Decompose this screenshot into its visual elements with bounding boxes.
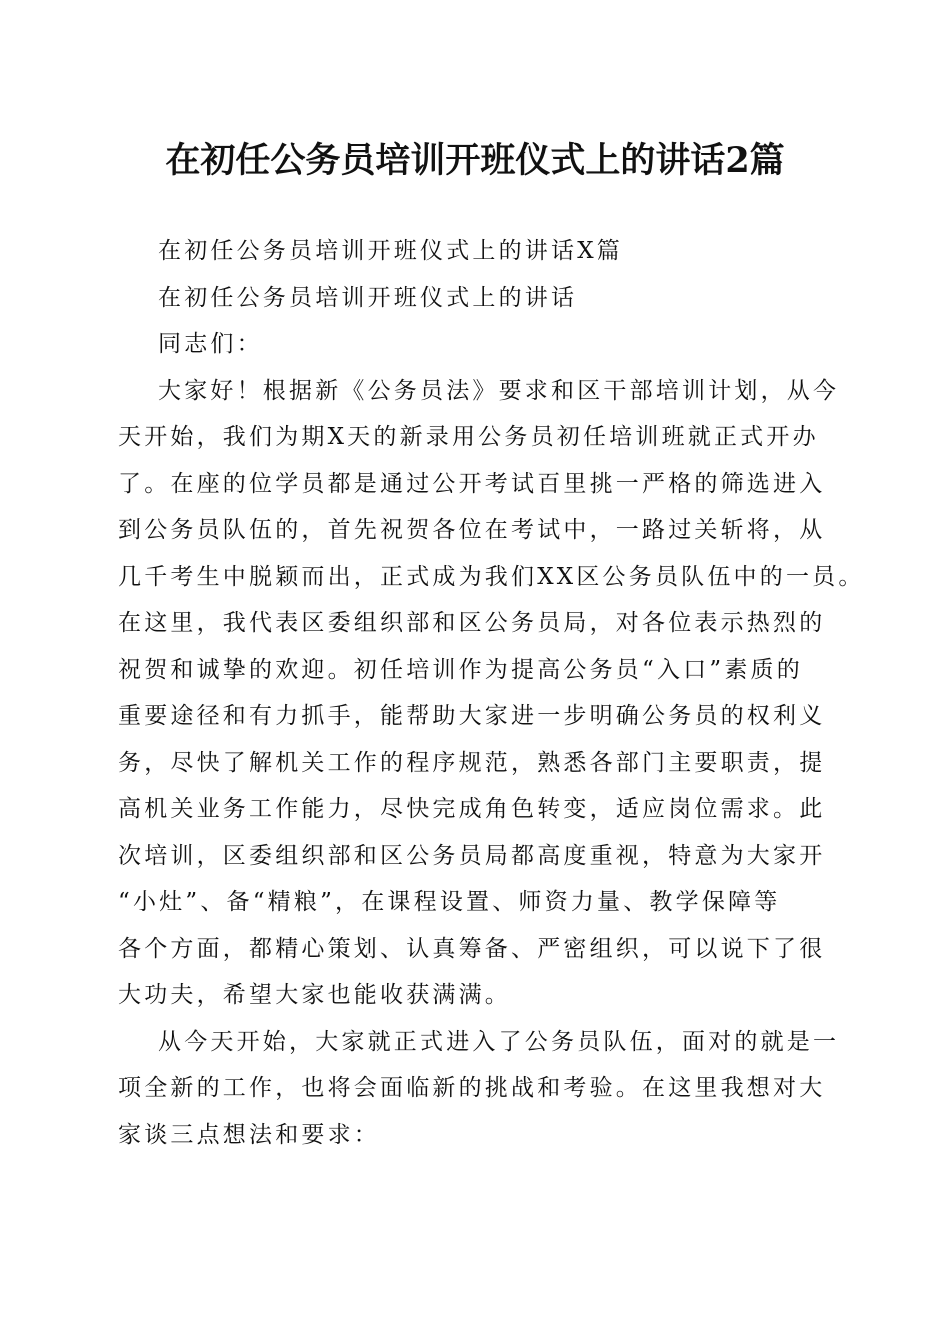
- body-line: 在初任公务员培训开班仪式上的讲话X篇: [158, 238, 623, 264]
- body-line: 同志们：: [158, 331, 263, 357]
- body-line: 家谈三点想法和要求：: [118, 1121, 380, 1148]
- body-line: 大家好！根据新《公务员法》要求和区干部培训计划，从今: [158, 377, 840, 404]
- body-line: 高机关业务工作能力，尽快完成角色转变，适应岗位需求。此: [118, 796, 826, 822]
- body-line: 祝贺和诚挚的欢迎。初任培训作为提高公务员“入口”素质的: [118, 656, 803, 683]
- body-line: 各个方面，都精心策划、认真筹备、严密组织，可以说下了很: [118, 935, 826, 962]
- body-line: 次培训，区委组织部和区公务员局都高度重视，特意为大家开: [118, 842, 826, 869]
- body-line: 大功夫，希望大家也能收获满满。: [118, 982, 511, 1008]
- body-line: “小灶”、备“精粮”，在课程设置、师资力量、教学保障等: [118, 889, 781, 915]
- body-line: 了。在座的位学员都是通过公开考试百里挑一严格的筛选进入: [118, 470, 826, 497]
- body-line: 重要途径和有力抓手，能帮助大家进一步明确公务员的权利义: [118, 703, 826, 729]
- body-line: 几千考生中脱颖而出，正式成为我们XX区公务员队伍中的一员。: [118, 563, 865, 590]
- body-line: 天开始，我们为期X天的新录用公务员初任培训班就正式开办: [118, 424, 819, 450]
- body-line: 务，尽快了解机关工作的程序规范，熟悉各部门主要职责，提: [118, 749, 826, 776]
- body-line: 项全新的工作，也将会面临新的挑战和考验。在这里我想对大: [118, 1075, 826, 1101]
- body-line: 到公务员队伍的，首先祝贺各位在考试中，一路过关斩将，从: [118, 517, 826, 543]
- document-title: 在初任公务员培训开班仪式上的讲话2篇: [165, 140, 785, 181]
- body-line: 在这里，我代表区委组织部和区公务员局，对各位表示热烈的: [118, 610, 826, 636]
- document-body: [118, 228, 865, 1158]
- body-line: 在初任公务员培训开班仪式上的讲话: [158, 284, 578, 311]
- body-line: 从今天开始，大家就正式进入了公务员队伍，面对的就是一: [158, 1028, 840, 1055]
